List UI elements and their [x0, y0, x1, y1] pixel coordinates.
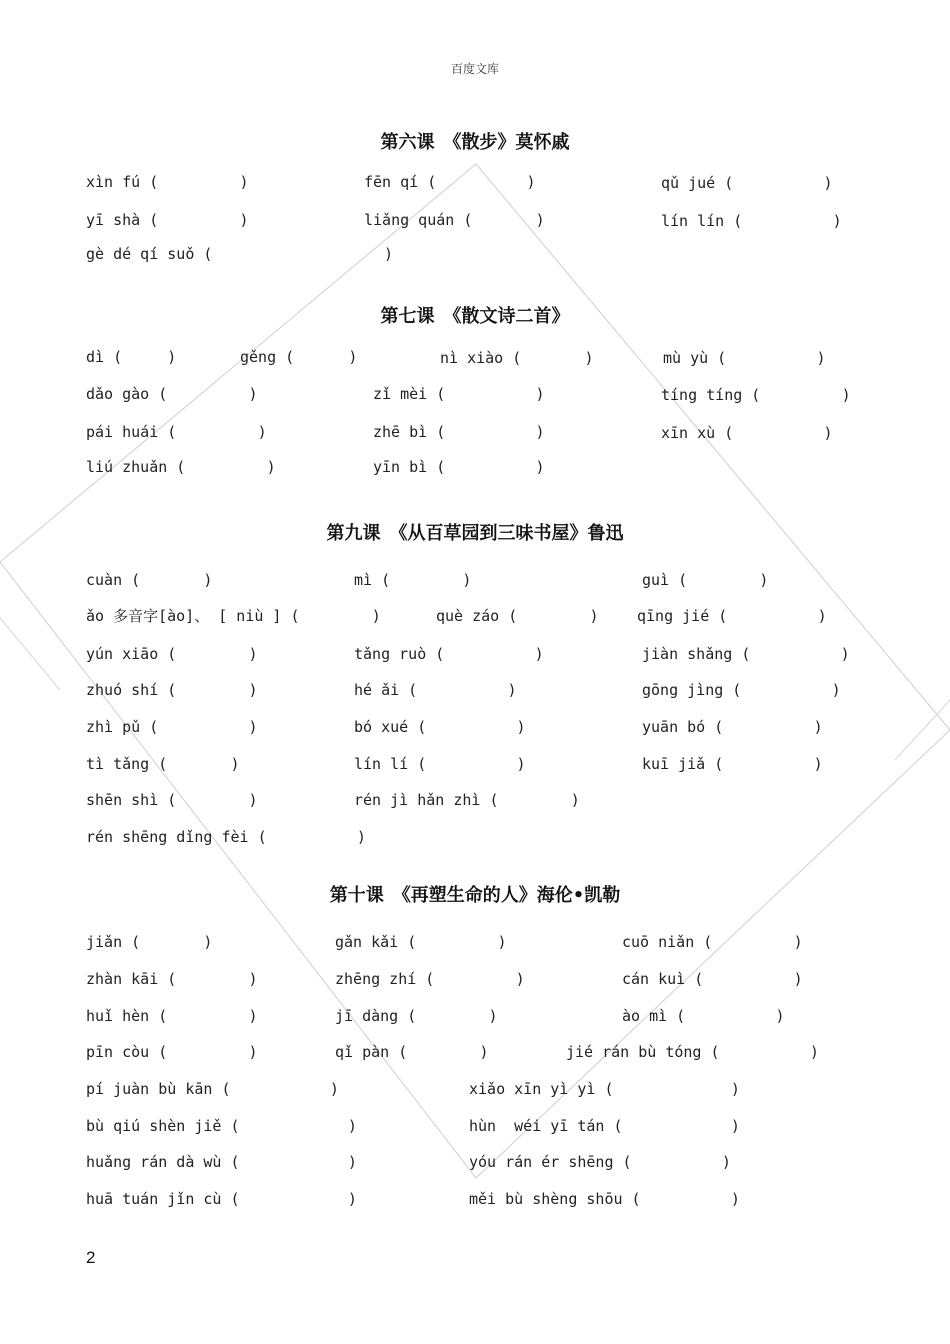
lesson-10-item: ào mì ( )	[622, 1007, 785, 1025]
lesson-9-item: tì tǎng ( )	[86, 755, 240, 773]
lesson-6-item: liǎng quán ( )	[364, 211, 545, 229]
lesson-10-item: jié rán bù tóng ( )	[566, 1043, 819, 1061]
lesson-9-item: rén jì hǎn zhì ( )	[354, 791, 580, 809]
lesson-9-item: ǎo 多音字[ào]、 [ niù ] ( )	[86, 607, 381, 625]
lesson-7-item: zhē bì ( )	[373, 423, 545, 441]
lesson-7-item: zǐ mèi ( )	[373, 385, 545, 403]
lesson-10-item: huā tuán jǐn cù ( )	[86, 1190, 357, 1208]
lesson-10-item: zhàn kāi ( )	[86, 970, 258, 988]
lesson-7-title: 第七课 《散文诗二首》	[380, 306, 570, 327]
lesson-6-item: fēn qí ( )	[364, 173, 536, 191]
lesson-10-item: měi bù shèng shōu ( )	[469, 1190, 740, 1208]
watermark-edge-left	[0, 618, 60, 690]
lesson-7-item: tíng tíng ( )	[661, 386, 851, 404]
lesson-10-item: cán kuì ( )	[622, 970, 803, 988]
lesson-9-item: gōng jìng ( )	[642, 681, 841, 699]
lesson-10-item: cuō niǎn ( )	[622, 933, 803, 951]
lesson-6-item: lín lín ( )	[661, 212, 842, 230]
lesson-9-item: zhuó shí ( )	[86, 681, 258, 699]
lesson-10-item: zhēng zhí ( )	[335, 970, 525, 988]
lesson-7-item: dǎo gào ( )	[86, 385, 258, 403]
lesson-9-title: 第九课 《从百草园到三味书屋》鲁迅	[326, 523, 624, 544]
lesson-9-item: què záo ( )	[436, 607, 599, 625]
lesson-9-item: jiàn shǎng ( )	[642, 645, 850, 663]
lesson-6-item: gè dé qí suǒ ( )	[86, 245, 394, 263]
lesson-10-item: pīn còu ( )	[86, 1043, 258, 1061]
lesson-7-item: yīn bì ( )	[373, 458, 545, 476]
lesson-9-item: lín lí ( )	[354, 755, 526, 773]
lesson-9-item: shēn shì ( )	[86, 791, 258, 809]
lesson-10-item: huǎng rán dà wù ( )	[86, 1153, 357, 1171]
lesson-10-item: huǐ hèn ( )	[86, 1007, 258, 1025]
lesson-7-item: mù yù ( )	[663, 349, 826, 367]
page-header: 百度文库	[450, 62, 499, 76]
lesson-6-item: yī shà ( )	[86, 211, 249, 229]
lesson-9-item: kuī jiǎ ( )	[642, 755, 823, 773]
lesson-7-item: nì xiào ( )	[440, 349, 594, 367]
lesson-9-item: bó xué ( )	[354, 718, 526, 736]
lesson-10-item: xiǎo xīn yì yì ( )	[469, 1080, 740, 1098]
lesson-10-item: jī dàng ( )	[335, 1007, 498, 1025]
lesson-6-title: 第六课 《散步》莫怀戚	[380, 132, 570, 153]
lesson-7-item: gěng ( )	[240, 348, 358, 366]
lesson-7-item: xīn xù ( )	[661, 424, 833, 442]
lesson-10-item: bù qiú shèn jiě ( )	[86, 1117, 357, 1135]
lesson-10-item: qǐ pàn ( )	[335, 1043, 489, 1061]
lesson-9-item: rén shēng dǐng fèi ( )	[86, 828, 366, 846]
lesson-9-item: cuàn ( )	[86, 571, 213, 589]
lesson-6-item: qǔ jué ( )	[661, 174, 833, 192]
page-number: 2	[86, 1248, 96, 1267]
lesson-7-item: liú zhuǎn ( )	[86, 458, 276, 476]
lesson-9-item: yún xiāo ( )	[86, 645, 258, 663]
lesson-10-item: gǎn kǎi ( )	[335, 933, 507, 951]
lesson-9-item: hé ǎi ( )	[354, 681, 517, 699]
watermark-edge-right	[895, 700, 950, 760]
lesson-10-item: pí juàn bù kān ( )	[86, 1080, 339, 1098]
lesson-6-item: xìn fú ( )	[86, 173, 249, 191]
lesson-10-item: yóu rán ér shēng ( )	[469, 1153, 731, 1171]
lesson-9-item: zhì pǔ ( )	[86, 718, 258, 736]
lesson-9-item: yuān bó ( )	[642, 718, 823, 736]
lesson-9-item: mì ( )	[354, 571, 472, 589]
lesson-7-item: pái huái ( )	[86, 423, 267, 441]
lesson-9-item: guì ( )	[642, 571, 769, 589]
lesson-10-item: hùn wéi yī tán ( )	[469, 1117, 740, 1135]
lesson-9-item: qīng jié ( )	[637, 607, 827, 625]
lesson-10-title: 第十课 《再塑生命的人》海伦•凯勒	[329, 885, 621, 906]
lesson-7-item: dì ( )	[86, 348, 177, 366]
lesson-9-item: tǎng ruò ( )	[354, 645, 544, 663]
lesson-10-item: jiǎn ( )	[86, 933, 213, 951]
